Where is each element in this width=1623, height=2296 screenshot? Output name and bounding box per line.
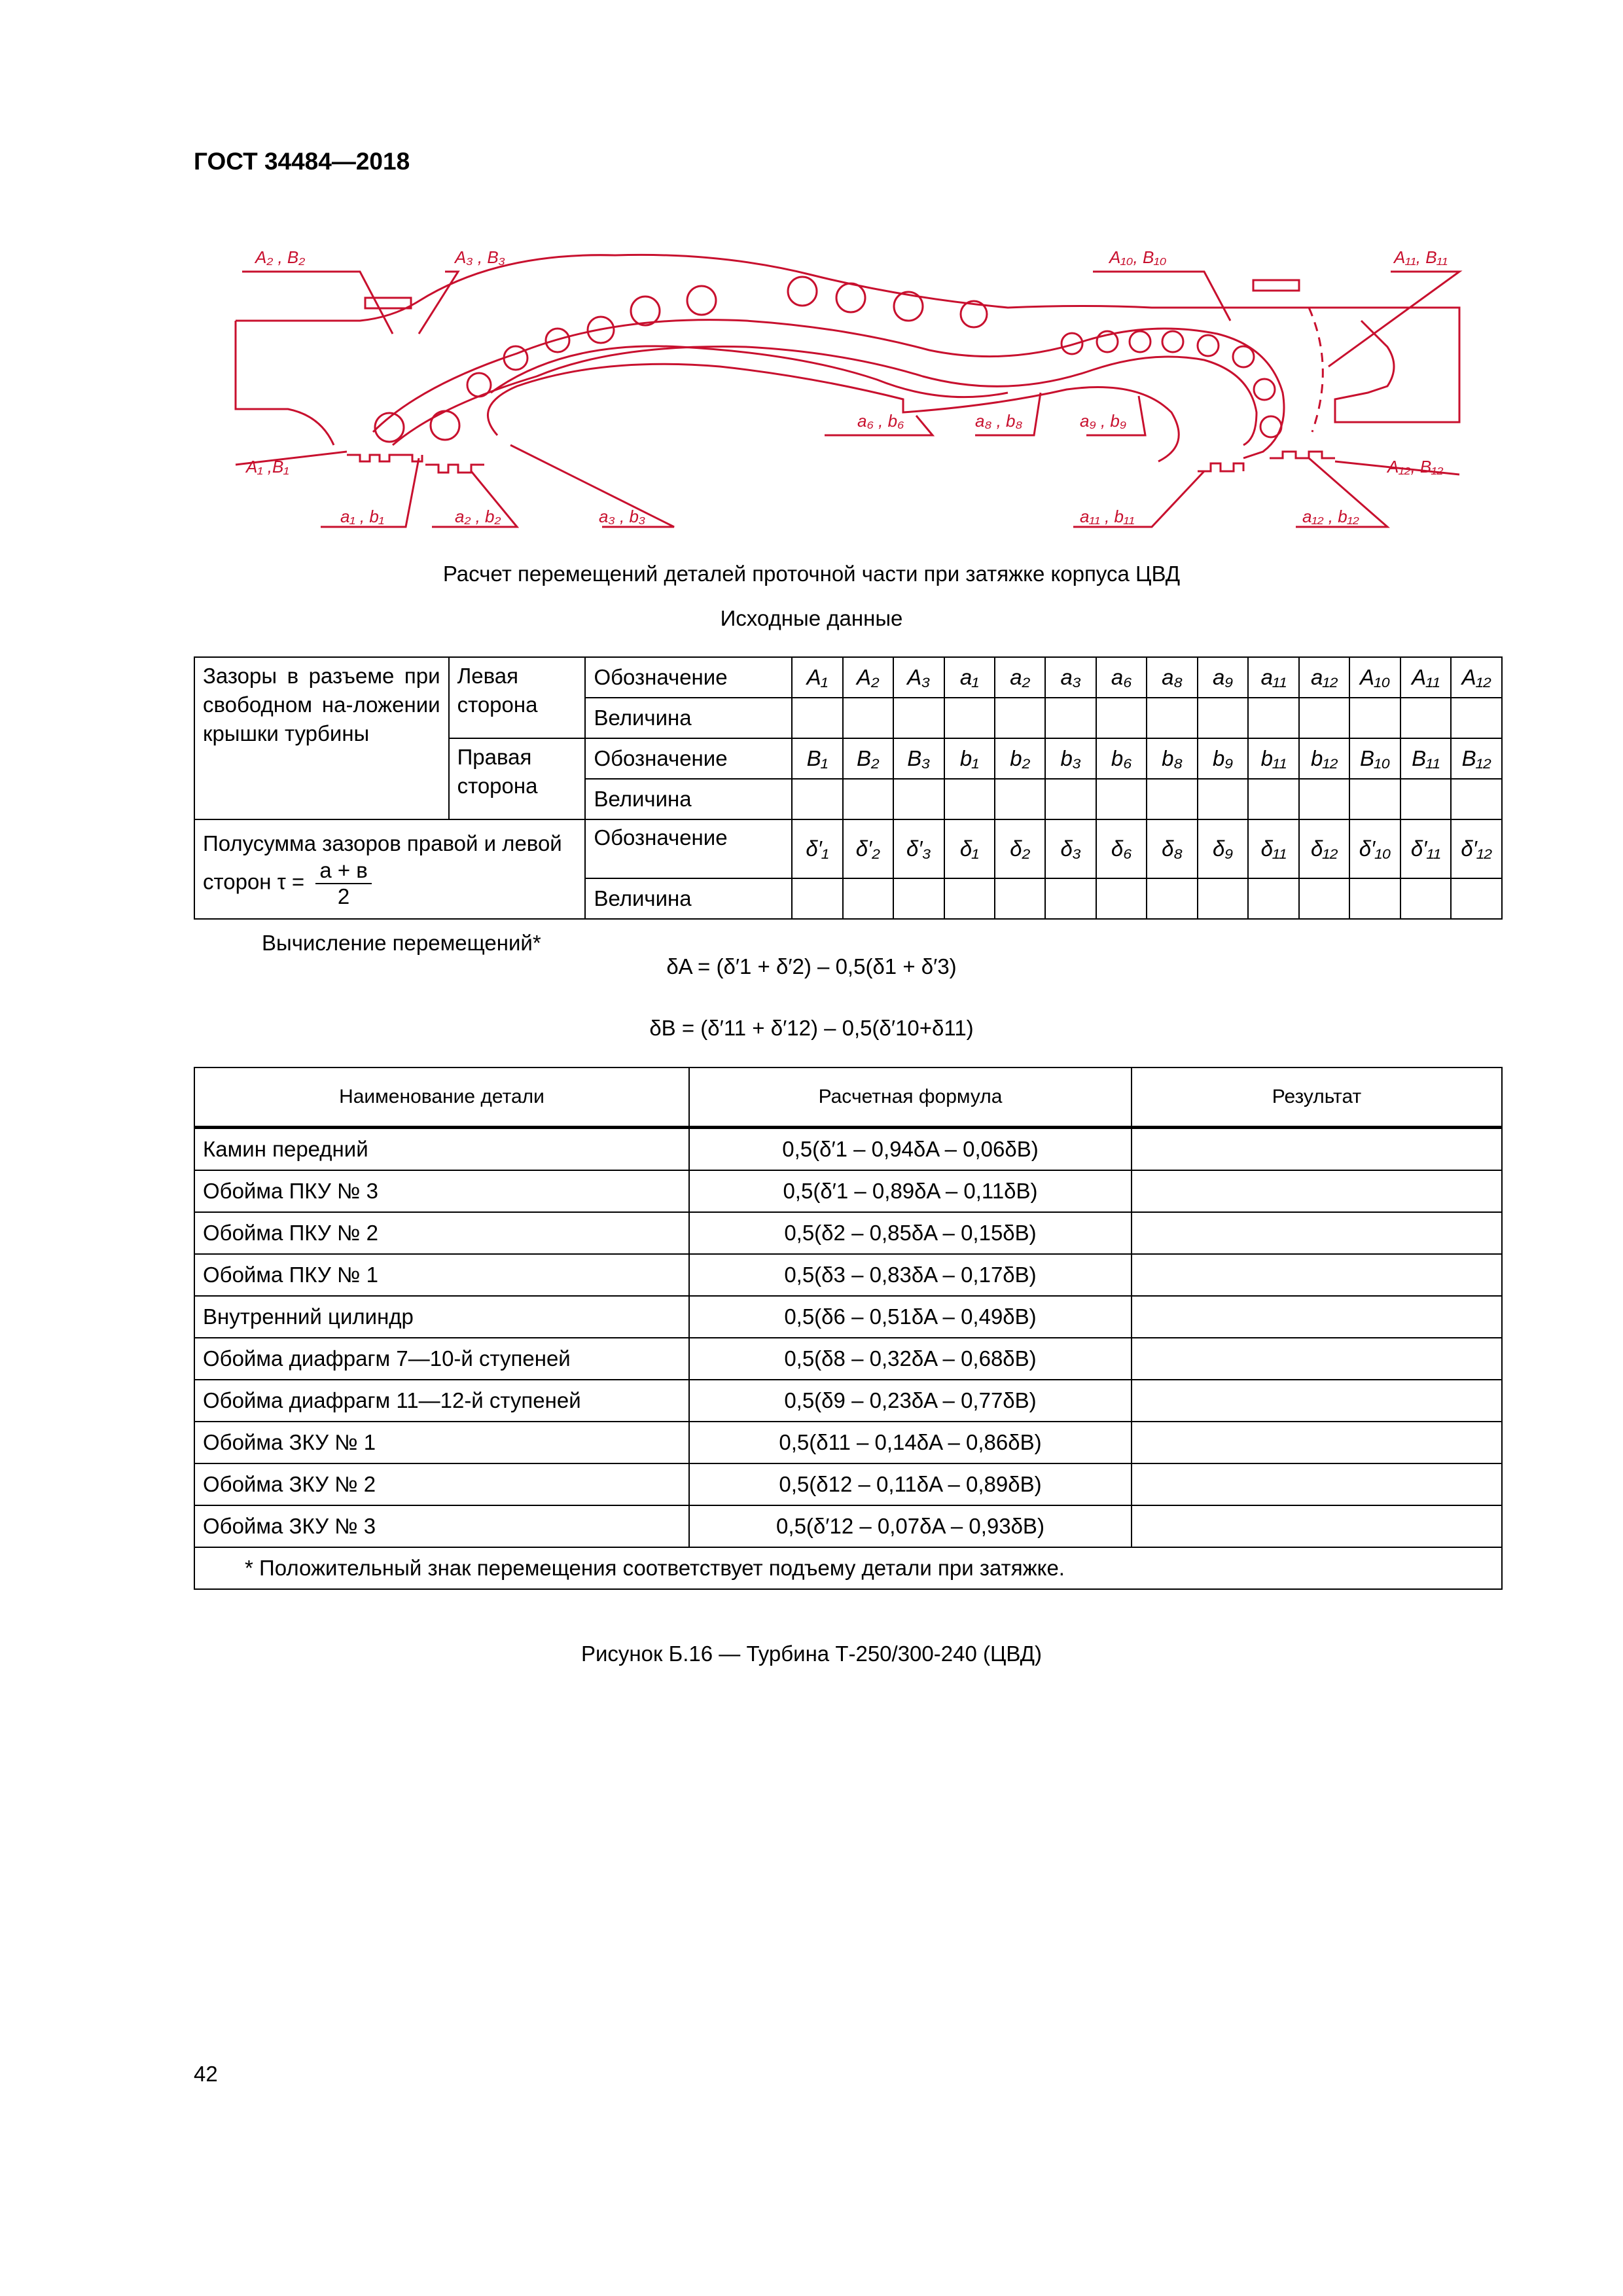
designation-label: Обозначение (585, 819, 792, 878)
right-side-label: Правая сторона (449, 738, 586, 819)
row-name: Обойма ЗКУ № 2 (194, 1463, 689, 1505)
left-side-label: Левая сторона (449, 657, 586, 738)
gap-label: Зазоры в разъеме при свободном на-ложении крышки турбины (194, 657, 449, 819)
half-sum-text: Полусумма зазоров правой и левой сторон τ = (203, 831, 562, 894)
row-result (1132, 1170, 1502, 1212)
formula-delta-b: δB = (δ′11 + δ′12) – 0,5(δ′10+δ11) (649, 1016, 974, 1040)
row-formula: 0,5(δ2 – 0,85δA – 0,15δB) (689, 1212, 1132, 1254)
row-formula: 0,5(δ8 – 0,32δA – 0,68δB) (689, 1338, 1132, 1380)
sym: a₁₂ (1299, 657, 1349, 698)
sym: b₁₁ (1248, 738, 1298, 779)
sym: δ₁₂ (1299, 819, 1349, 878)
row-formula: 0,5(δ′1 – 0,89δA – 0,11δB) (689, 1170, 1132, 1212)
sym: B₂ (843, 738, 893, 779)
row-result (1132, 1338, 1502, 1380)
table-row (194, 1338, 1502, 1380)
sym: δ₁ (944, 819, 995, 878)
row-formula: 0,5(δ3 – 0,83δA – 0,17δB) (689, 1254, 1132, 1296)
label-a9b9: a₉ , b₉ (1080, 411, 1127, 431)
input-data-caption: Исходные данные (720, 606, 903, 630)
calc-title: Вычисление перемещений* (262, 931, 541, 955)
sym: a₉ (1198, 657, 1248, 698)
sym: δ′₃ (893, 819, 944, 878)
frac-num: а + в (315, 858, 372, 884)
table-row (194, 1212, 1502, 1254)
row-result (1132, 1296, 1502, 1338)
label-a6b6: a₆ , b₆ (857, 411, 904, 431)
header-name: Наименование детали (194, 1067, 689, 1128)
label-small-a3b3: a₃ , b₃ (599, 507, 646, 526)
formula-delta-a: δA = (δ′1 + δ′2) – 0,5(δ1 + δ′3) (666, 954, 957, 978)
sym: δ′₁₁ (1400, 819, 1451, 878)
designation-label: Обозначение (585, 738, 792, 779)
displacement-table (194, 1067, 1503, 1590)
sym: δ′₂ (843, 819, 893, 878)
row-name: Обойма диафрагм 7—10-й ступеней (194, 1338, 689, 1380)
row-result (1132, 1422, 1502, 1463)
sym: δ₃ (1045, 819, 1096, 878)
sym: A₁₀ (1349, 657, 1400, 698)
row-result (1132, 1505, 1502, 1547)
label-a2b2: A₂ , B₂ (255, 247, 306, 267)
row-formula: 0,5(δ′12 – 0,07δA – 0,93δB) (689, 1505, 1132, 1547)
sym: δ′₁₂ (1451, 819, 1502, 878)
row-name: Обойма ЗКУ № 3 (194, 1505, 689, 1547)
sym: A₂ (843, 657, 893, 698)
sym: a₃ (1045, 657, 1096, 698)
row-name: Обойма ЗКУ № 1 (194, 1422, 689, 1463)
sym: A₁₂ (1451, 657, 1502, 698)
sym: A₃ (893, 657, 944, 698)
page-number: 42 (194, 2062, 218, 2086)
label-small-a2b2: a₂ , b₂ (455, 507, 501, 526)
value-label: Величина (585, 698, 792, 738)
label-a3b3: A₃ , B₃ (455, 247, 505, 267)
figure-caption: Рисунок Б.16 — Турбина Т-250/300-240 (ЦВД) (580, 1641, 1043, 1666)
table-row (194, 1505, 1502, 1547)
label-a12b12: A₁₂, B₁₂ (1387, 457, 1444, 476)
input-data-table (194, 656, 1503, 920)
sym: b₃ (1045, 738, 1096, 779)
sym: b₁₂ (1299, 738, 1349, 779)
sym: A₁ (792, 657, 842, 698)
table-row (194, 1254, 1502, 1296)
row-formula: 0,5(δ12 – 0,11δA – 0,89δB) (689, 1463, 1132, 1505)
designation-label: Обозначение (585, 657, 792, 698)
value-label: Величина (585, 779, 792, 819)
table-row (194, 1296, 1502, 1338)
document-header: ГОСТ 34484—2018 (194, 148, 410, 175)
row-formula: 0,5(δ11 – 0,14δA – 0,86δB) (689, 1422, 1132, 1463)
row-name: Камин передний (194, 1128, 689, 1171)
header-result: Результат (1132, 1067, 1502, 1128)
sym: b₂ (995, 738, 1045, 779)
sym: a₁ (944, 657, 995, 698)
row-result (1132, 1128, 1502, 1171)
sym: δ₁₁ (1248, 819, 1298, 878)
label-small-a11b11: a₁₁ , b₁₁ (1080, 507, 1135, 526)
sym: B₁₂ (1451, 738, 1502, 779)
row-name: Внутренний цилиндр (194, 1296, 689, 1338)
sym: δ′₁₀ (1349, 819, 1400, 878)
row-formula: 0,5(δ9 – 0,23δA – 0,77δB) (689, 1380, 1132, 1422)
sym: A₁₁ (1400, 657, 1451, 698)
table-row (194, 1380, 1502, 1422)
sym: B₁₁ (1400, 738, 1451, 779)
turbine-drawing (223, 236, 1492, 543)
row-formula: 0,5(δ6 – 0,51δA – 0,49δB) (689, 1296, 1132, 1338)
table-row (194, 1422, 1502, 1463)
header-formula: Расчетная формула (689, 1067, 1132, 1128)
sym: a₆ (1096, 657, 1147, 698)
row-name: Обойма ПКУ № 3 (194, 1170, 689, 1212)
sym: B₁₀ (1349, 738, 1400, 779)
table-row (194, 1128, 1502, 1171)
sym: a₁₁ (1248, 657, 1298, 698)
sym: b₈ (1147, 738, 1197, 779)
value-label: Величина (585, 878, 792, 919)
sym: δ₈ (1147, 819, 1197, 878)
frac-den: 2 (337, 884, 350, 908)
row-name: Обойма диафрагм 11—12-й ступеней (194, 1380, 689, 1422)
label-small-a12b12: a₁₂ , b₁₂ (1302, 507, 1359, 526)
sym: δ₉ (1198, 819, 1248, 878)
sym: B₃ (893, 738, 944, 779)
label-a1b1: A₁ ,B₁ (246, 457, 289, 476)
sym: b₉ (1198, 738, 1248, 779)
row-formula: 0,5(δ′1 – 0,94δA – 0,06δB) (689, 1128, 1132, 1171)
label-a8b8: a₈ , b₈ (975, 411, 1023, 431)
row-name: Обойма ПКУ № 2 (194, 1212, 689, 1254)
label-a10b10: A₁₀, B₁₀ (1109, 247, 1167, 267)
label-small-a1b1: a₁ , b₁ (340, 507, 384, 526)
drawing-caption: Расчет перемещений деталей проточной части при затяжке корпуса ЦВД (442, 562, 1181, 586)
row-result (1132, 1463, 1502, 1505)
sym: δ′₁ (792, 819, 842, 878)
sym: δ₂ (995, 819, 1045, 878)
tau-fraction (315, 858, 372, 909)
sym: b₁ (944, 738, 995, 779)
row-name: Обойма ПКУ № 1 (194, 1254, 689, 1296)
table-row (194, 1463, 1502, 1505)
label-a11b11: A₁₁, B₁₁ (1394, 247, 1448, 267)
table-note: * Положительный знак перемещения соответствует подъему детали при затяжке. (194, 1547, 1502, 1589)
sym: a₈ (1147, 657, 1197, 698)
row-result (1132, 1212, 1502, 1254)
sym: a₂ (995, 657, 1045, 698)
table-row (194, 1170, 1502, 1212)
sym: B₁ (792, 738, 842, 779)
sym: δ₆ (1096, 819, 1147, 878)
half-sum-label (194, 819, 585, 919)
row-result (1132, 1380, 1502, 1422)
sym: b₆ (1096, 738, 1147, 779)
row-result (1132, 1254, 1502, 1296)
